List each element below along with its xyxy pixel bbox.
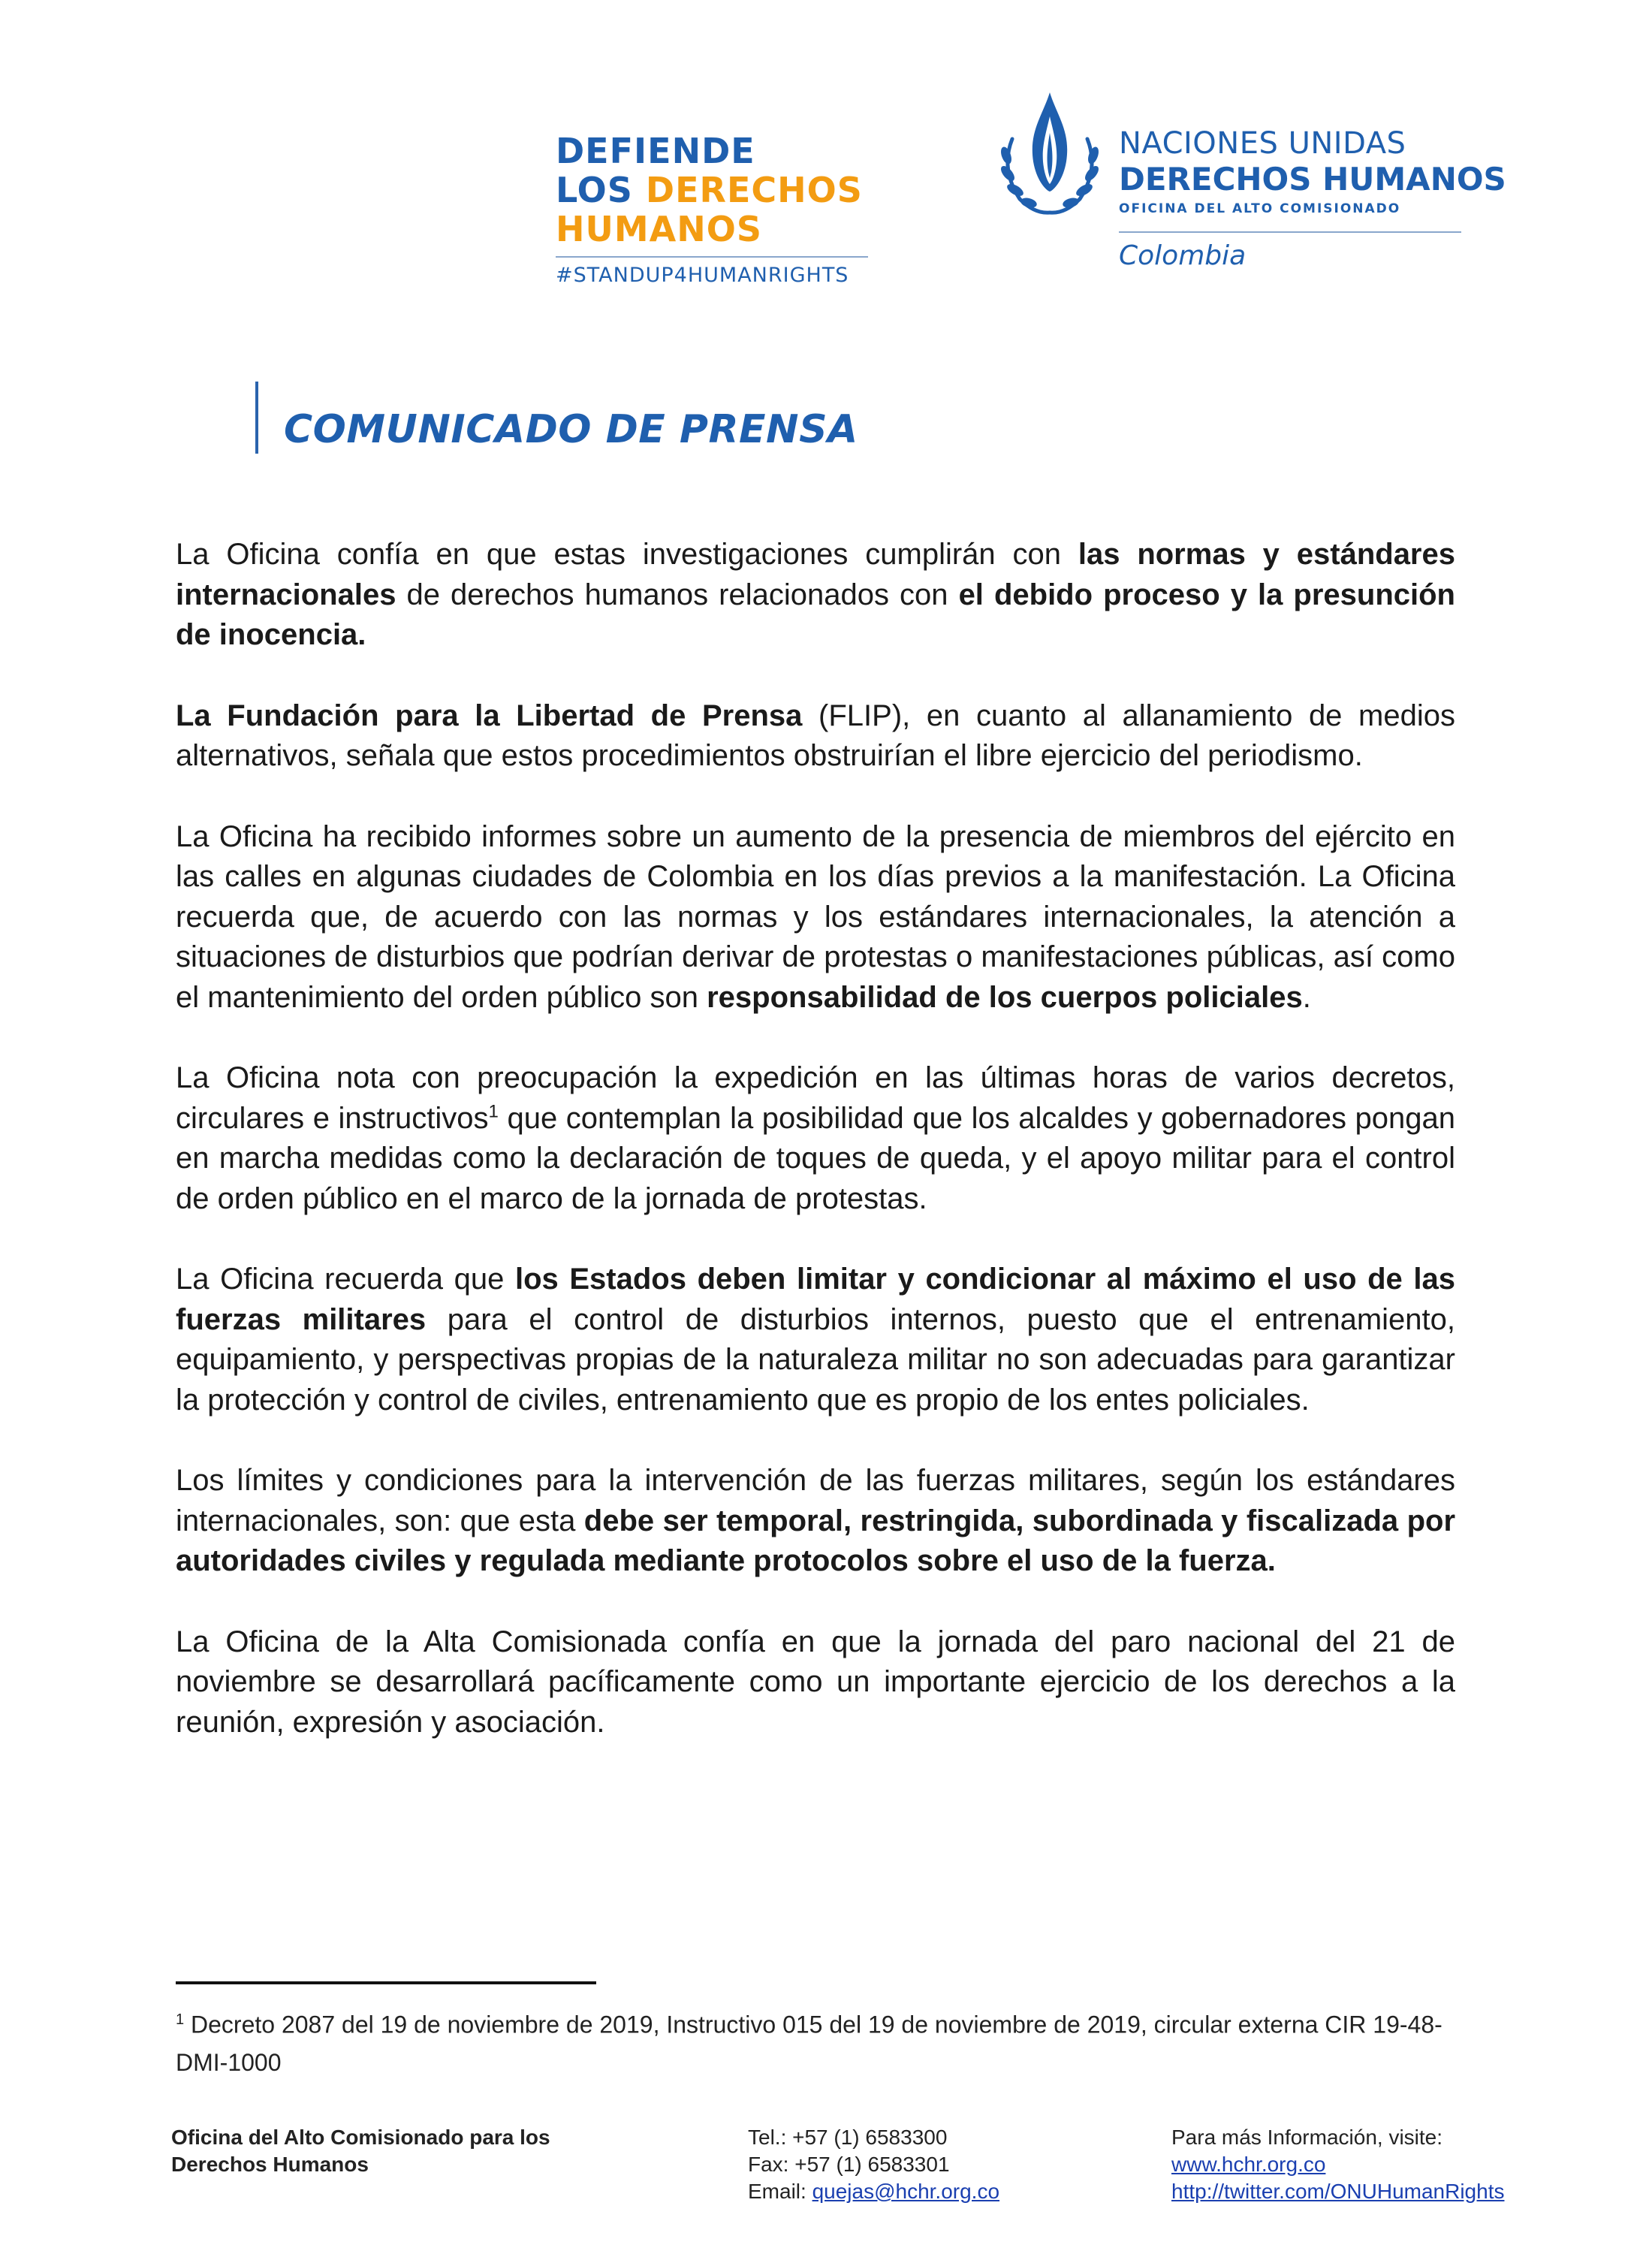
page-title: COMUNICADO DE PRENSA bbox=[284, 407, 858, 452]
p3-bold-b: responsabilidad de los cuerpos policiales bbox=[707, 980, 1303, 1014]
footnote-ref-1[interactable]: 1 bbox=[488, 1101, 499, 1122]
p4-text-b: que contemplan la posibilidad que los alcaldes y gobernadores pongan en marcha medidas como la declaración de toques de queda, y el apoyo militar para el control de orden público en el marco de la jornada de protestas. bbox=[176, 1101, 1455, 1215]
un-name: NACIONES UNIDAS bbox=[1119, 126, 1406, 161]
paragraph-7 bbox=[176, 1622, 1455, 1743]
un-divider bbox=[1119, 231, 1461, 233]
campaign-line-3: HUMANOS bbox=[556, 209, 762, 249]
paragraph-3 bbox=[176, 817, 1455, 1018]
p1-bold-b: las normas y estándares internacionales bbox=[176, 538, 1455, 611]
footer-email-label: Email: bbox=[748, 2180, 812, 2203]
standup-campaign-logo bbox=[556, 131, 868, 287]
p4-text-a: La Oficina nota con preocupación la expedición en las últimas horas de varios decretos, circulares e instructivos bbox=[176, 1061, 1455, 1135]
campaign-hashtag: #STANDUP4HUMANRIGHTS bbox=[556, 264, 849, 287]
p5-text-a: La Oficina recuerda que bbox=[176, 1263, 515, 1296]
p5-text-c: para el control de disturbios internos, puesto que el entrenamiento, equipamiento, y perspectivas propias de la naturaleza militar no son adecuadas para garantizar la protección y control de civiles, entrenamiento que es propio de los entes policiales. bbox=[176, 1302, 1456, 1417]
footnote-marker: 1 bbox=[176, 2011, 185, 2028]
paragraph-1 bbox=[176, 535, 1455, 656]
campaign-divider bbox=[556, 256, 868, 258]
footnote-text: Decreto 2087 del 19 de noviembre de 2019, Instructivo 015 del 19 de noviembre de 2019, circular externa CIR 19-48-DMI-1000 bbox=[176, 2011, 1442, 2076]
p3-text-c: . bbox=[1302, 980, 1311, 1014]
campaign-line-1: DEFIENDE bbox=[556, 131, 755, 171]
footer-tel: Tel.: +57 (1) 6583300 bbox=[748, 2126, 948, 2149]
p2-text-b: (FLIP), en cuanto al allanamiento de medios alternativos, señala que estos procedimientos obstruirían el libre ejercicio del periodismo. bbox=[176, 699, 1456, 772]
un-country: Colombia bbox=[1119, 240, 1247, 271]
title-accent-bar bbox=[255, 382, 258, 454]
p1-text-c: de derechos humanos relacionados con bbox=[396, 578, 959, 611]
un-subtitle: DERECHOS HUMANOS bbox=[1119, 161, 1506, 198]
p6-text-a: Los límites y condiciones para la intervención de las fuerzas militares, según los estándares internacionales, son: que esta bbox=[176, 1464, 1455, 1537]
p5-bold-b: los Estados deben limitar y condicionar al máximo el uso de las fuerzas militares bbox=[176, 1263, 1456, 1336]
p2-bold-a: La Fundación para la Libertad de Prensa bbox=[176, 699, 803, 732]
campaign-line-2b: DERECHOS bbox=[645, 170, 863, 210]
footnote bbox=[176, 2001, 1475, 2081]
footer-twitter-link[interactable]: http://twitter.com/ONUHumanRights bbox=[1171, 2180, 1505, 2203]
footer-office bbox=[171, 2124, 550, 2178]
footer-info bbox=[1171, 2124, 1504, 2205]
campaign-line-2a: LOS bbox=[556, 170, 646, 210]
footer-fax: Fax: +57 (1) 6583301 bbox=[748, 2153, 950, 2176]
footnote-divider bbox=[176, 1981, 596, 1984]
footer-contact bbox=[748, 2124, 999, 2205]
un-human-rights-logo bbox=[1119, 126, 1506, 271]
press-release-body bbox=[176, 535, 1455, 1783]
paragraph-2 bbox=[176, 696, 1455, 777]
footer-email-link[interactable]: quejas@hchr.org.co bbox=[812, 2180, 1000, 2203]
p3-text-a: La Oficina ha recibido informes sobre un aumento de la presencia de miembros del ejército en las calles en algunas ciudades de Colombia en los días previos a la manifestación. La Oficina recuerda que, de acuerdo con las normas y los estándares internacionales, la atención a situaciones de disturbios que podrían derivar de protestas o manifestaciones públicas, así como el mantenimiento del orden público son bbox=[176, 819, 1455, 1014]
campaign-line-2 bbox=[556, 170, 868, 210]
p6-bold-b: debe ser temporal, restringida, subordinada y fiscalizada por autoridades civiles y regulada mediante protocolos sobre el uso de la fuerza. bbox=[176, 1504, 1456, 1577]
p1-bold-d: el debido proceso y la presunción de inocencia. bbox=[176, 578, 1455, 651]
paragraph-4 bbox=[176, 1058, 1455, 1219]
paragraph-6 bbox=[176, 1461, 1455, 1582]
footer-office-line-2: Derechos Humanos bbox=[171, 2153, 369, 2176]
footer-office-line-1: Oficina del Alto Comisionado para los bbox=[171, 2126, 550, 2149]
footer-info-label: Para más Información, visite: bbox=[1171, 2126, 1443, 2149]
footer-website-link[interactable]: www.hchr.org.co bbox=[1171, 2153, 1326, 2176]
footer-email-row bbox=[748, 2178, 999, 2205]
un-flame-emblem-icon bbox=[990, 86, 1110, 222]
paragraph-5 bbox=[176, 1260, 1455, 1420]
p7-text-a: La Oficina de la Alta Comisionada confía en que la jornada del paro nacional del 21 de noviembre se desarrollará pacíficamente como un importante ejercicio de los derechos a la reunión, expresión y asociación. bbox=[176, 1625, 1455, 1739]
p1-text-a: La Oficina confía en que estas investigaciones cumplirán con bbox=[176, 538, 1078, 571]
un-office: OFICINA DEL ALTO COMISIONADO bbox=[1119, 201, 1401, 216]
